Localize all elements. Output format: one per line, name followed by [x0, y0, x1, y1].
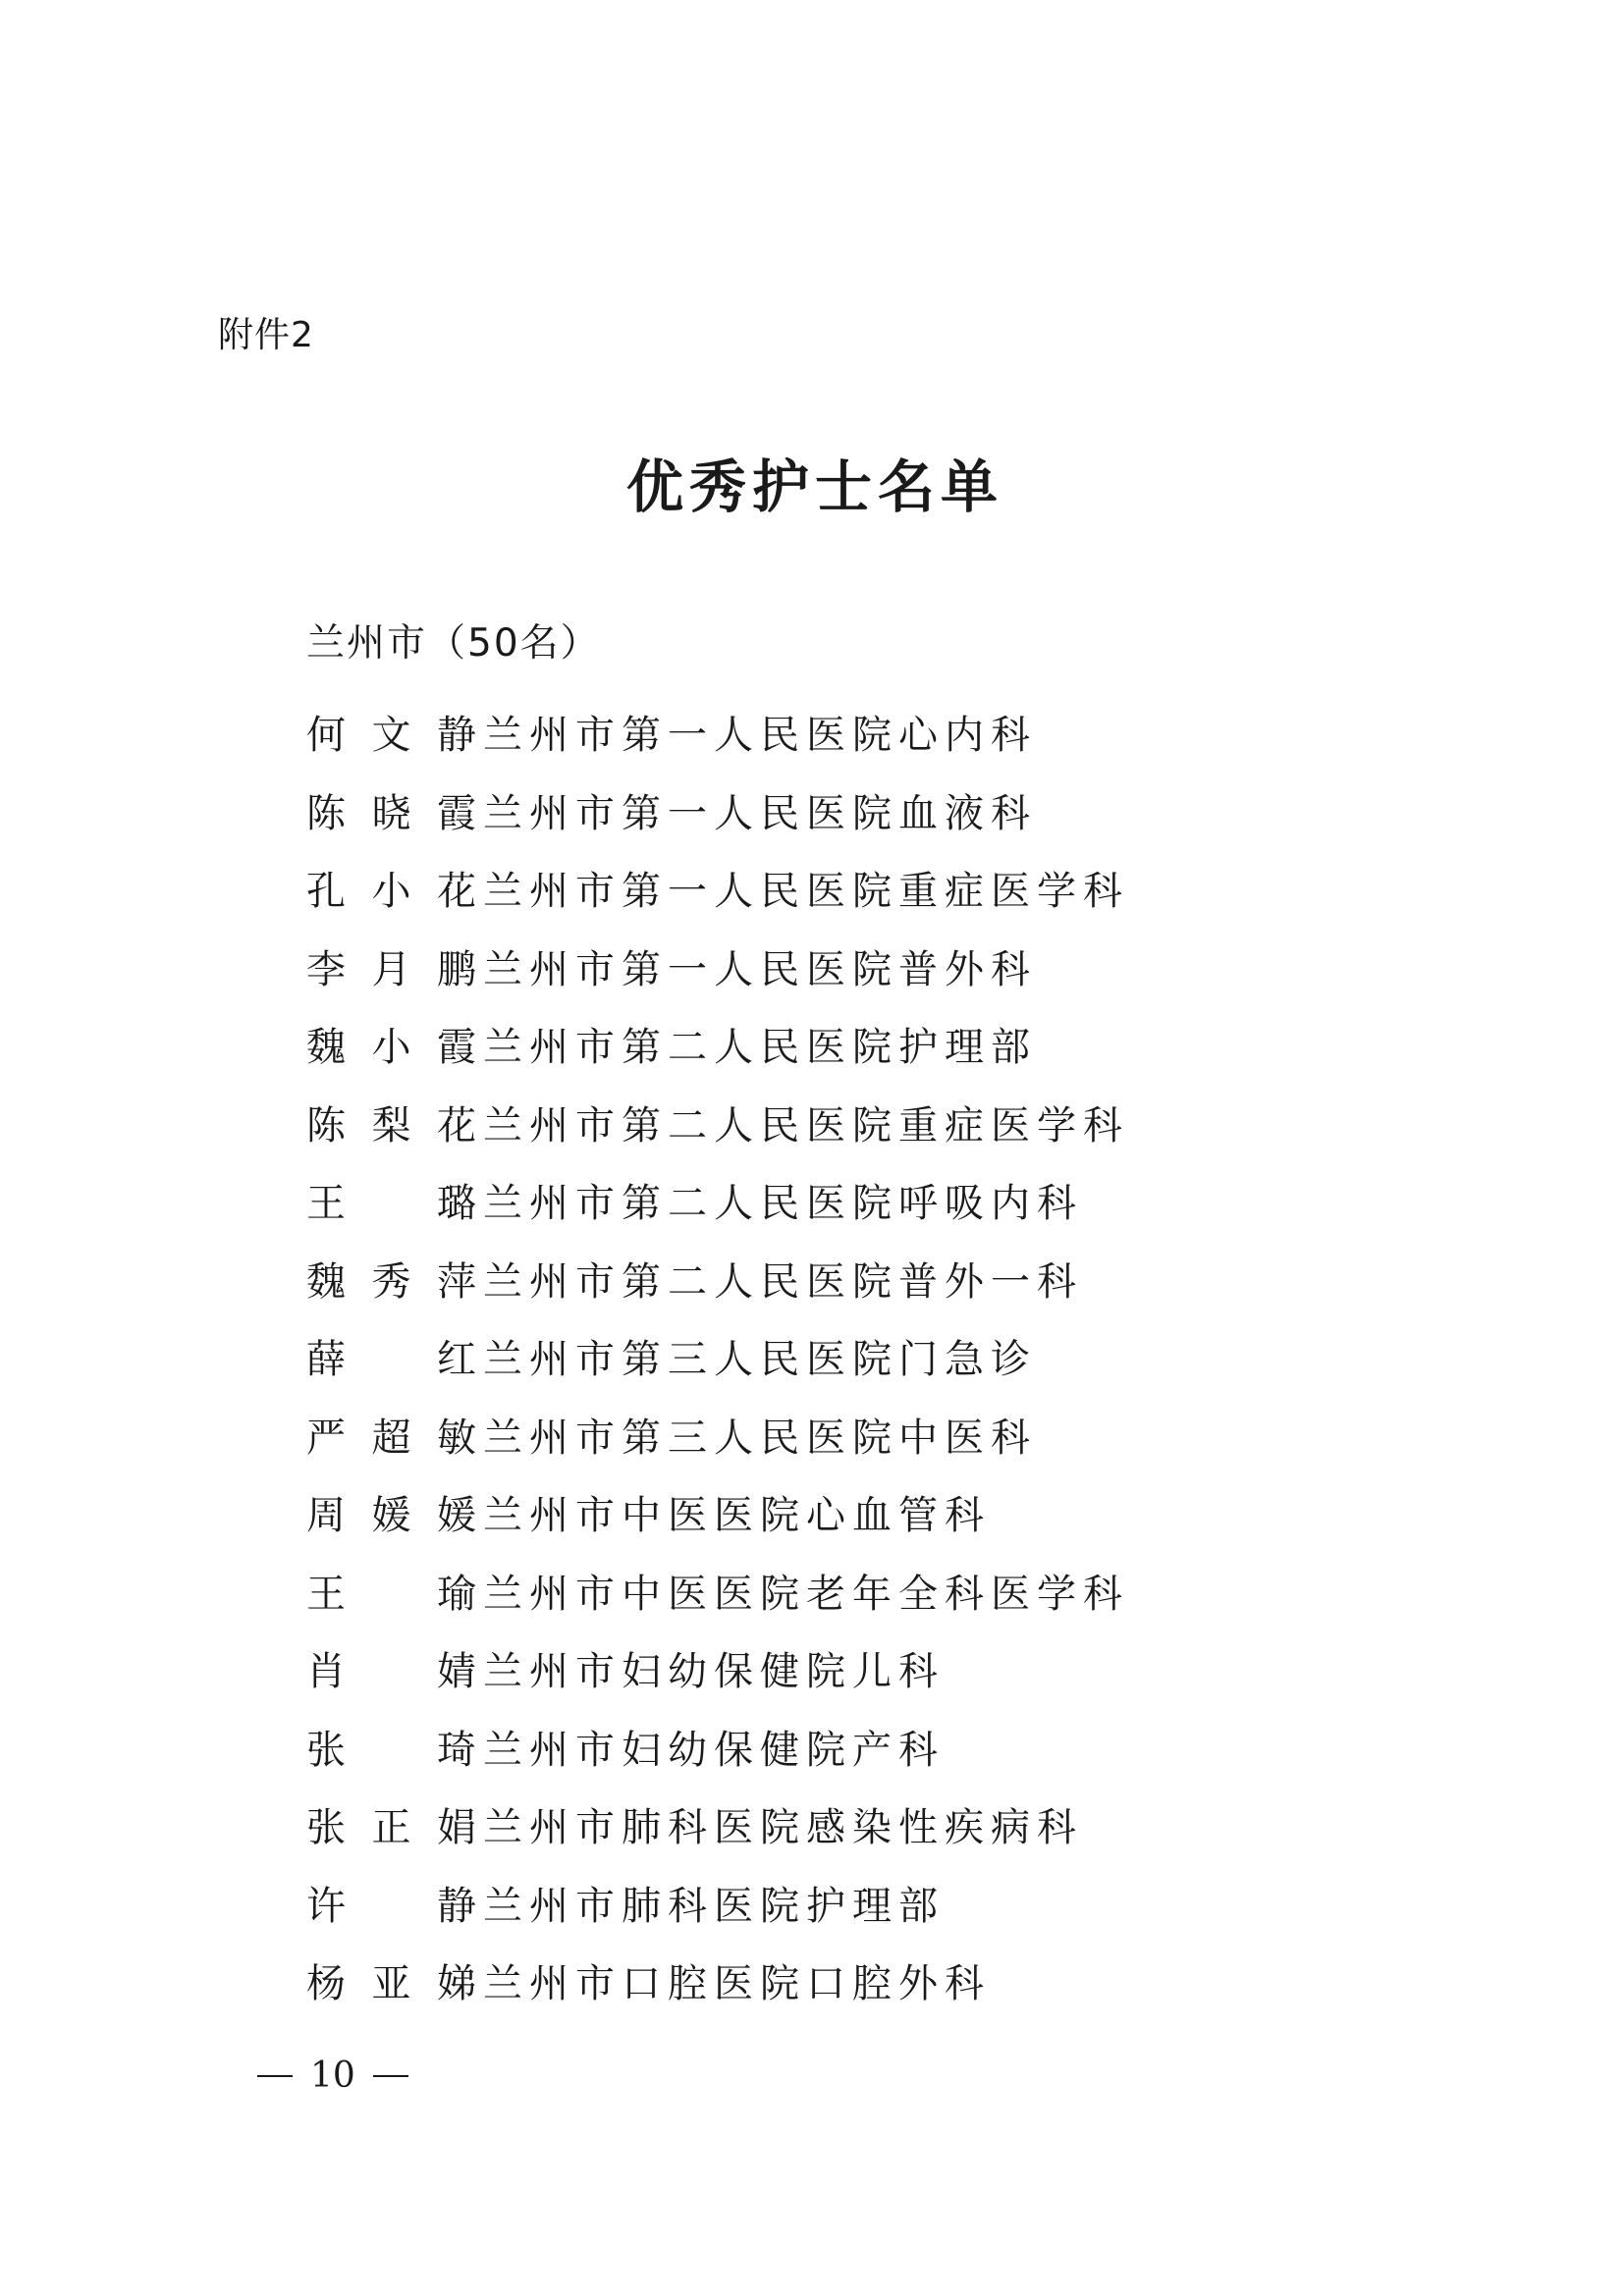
nurse-name: 王 璐	[306, 1181, 483, 1227]
nurse-unit: 兰州市第二人民医院普外一科	[483, 1258, 1083, 1305]
list-item	[306, 1161, 1524, 1240]
nurse-name: 王 瑜	[306, 1571, 483, 1617]
nurse-name: 李 月 鹏	[306, 946, 483, 992]
nurse-name: 魏 小 霞	[306, 1025, 483, 1071]
nurse-unit: 兰州市口腔医院口腔外科	[483, 1961, 991, 2007]
list-item	[306, 928, 1524, 1006]
nurse-unit: 兰州市中医医院心血管科	[483, 1493, 991, 1539]
list-item	[306, 1473, 1524, 1552]
page-footer	[257, 2052, 408, 2101]
footer-dash-left	[257, 2075, 293, 2077]
list-item	[306, 693, 1524, 772]
list-item	[306, 1629, 1524, 1708]
list-item	[306, 1084, 1524, 1162]
list-item	[306, 1864, 1524, 1943]
list-item	[306, 1317, 1524, 1396]
nurse-unit: 兰州市肺科医院护理部	[483, 1883, 945, 1929]
list-item	[306, 1396, 1524, 1474]
nurse-unit: 兰州市肺科医院感染性疾病科	[483, 1805, 1083, 1851]
section-heading: 兰州市（50名）	[306, 621, 601, 666]
list-item	[306, 1708, 1524, 1787]
nurse-name: 杨 亚 娣	[306, 1961, 483, 2007]
nurse-unit: 兰州市第三人民医院门急诊	[483, 1337, 1037, 1383]
nurse-unit: 兰州市第一人民医院重症医学科	[483, 869, 1129, 915]
nurse-name: 孔 小 花	[306, 869, 483, 915]
nurse-name: 张 琦	[306, 1727, 483, 1773]
list-item	[306, 1005, 1524, 1084]
nurse-unit: 兰州市第三人民医院中医科	[483, 1415, 1037, 1461]
nurse-unit: 兰州市妇幼保健院儿科	[483, 1649, 945, 1695]
list-item	[306, 1942, 1524, 2020]
nurse-name: 陈 梨 花	[306, 1102, 483, 1148]
nurse-name: 周 媛 媛	[306, 1493, 483, 1539]
list-item	[306, 1786, 1524, 1864]
nurse-unit: 兰州市中医医院老年全科医学科	[483, 1571, 1129, 1617]
nurse-unit: 兰州市第一人民医院血液科	[483, 790, 1037, 836]
nurse-name: 许 静	[306, 1883, 483, 1929]
nurse-name: 张 正 娟	[306, 1805, 483, 1851]
list-item	[306, 1552, 1524, 1630]
nurse-name: 肖 婧	[306, 1649, 483, 1695]
list-item	[306, 849, 1524, 928]
nurse-list	[306, 693, 1524, 2020]
document-title: 优秀护士名单	[625, 454, 1003, 520]
nurse-unit: 兰州市第二人民医院护理部	[483, 1025, 1037, 1071]
nurse-name: 魏 秀 萍	[306, 1258, 483, 1305]
attachment-label: 附件2	[218, 315, 314, 355]
nurse-unit: 兰州市第二人民医院呼吸内科	[483, 1181, 1083, 1227]
nurse-unit: 兰州市妇幼保健院产科	[483, 1727, 945, 1773]
footer-dash-right	[373, 2075, 408, 2077]
nurse-unit: 兰州市第一人民医院心内科	[483, 713, 1037, 759]
nurse-name: 何 文 静	[306, 713, 483, 759]
page-number: 10	[310, 2056, 355, 2096]
nurse-name: 陈 晓 霞	[306, 790, 483, 836]
list-item	[306, 772, 1524, 850]
nurse-unit: 兰州市第二人民医院重症医学科	[483, 1102, 1129, 1148]
nurse-name: 薛 红	[306, 1337, 483, 1383]
nurse-name: 严 超 敏	[306, 1415, 483, 1461]
nurse-unit: 兰州市第一人民医院普外科	[483, 946, 1037, 992]
list-item	[306, 1240, 1524, 1318]
